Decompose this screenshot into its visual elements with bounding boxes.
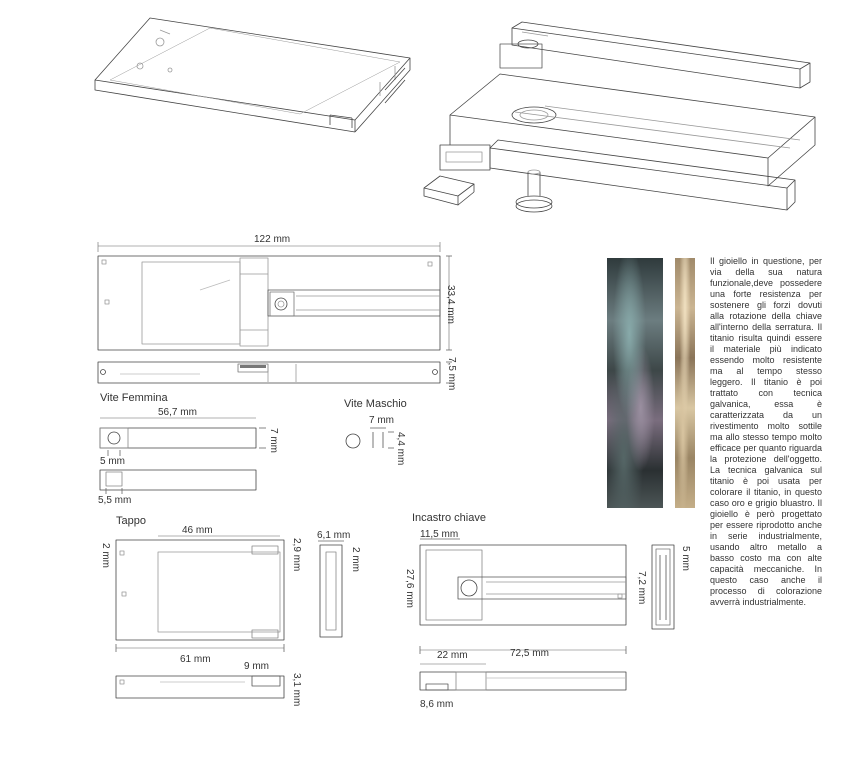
dim-ic-key: 22 mm (437, 650, 468, 661)
tappo-drawing (116, 536, 344, 698)
dim-total-length: 122 mm (254, 234, 291, 245)
dim-ic-height: 27,6 mm (404, 569, 415, 608)
dim-vm-height: 4,4 mm (395, 432, 406, 466)
section-tappo: Tappo (116, 515, 146, 527)
dim-tappo-right: 2,9 mm (291, 538, 302, 572)
iso-view-exploded (424, 22, 815, 212)
dim-vf-side: 5,5 mm (98, 495, 132, 506)
dim-total-height: 33,4 mm (445, 285, 456, 324)
dim-vf-hole: 5 mm (100, 456, 125, 467)
titanium-gold-photo (675, 258, 695, 508)
dim-tappo-slot: 9 mm (244, 661, 269, 672)
material-description: Il gioiello in questione, per via della sua natura funzionale,deve possedere una forte resistenza per sostenere gli forzi dovuti alla rotazione della chiave all'interno della serratura. Il titanio risulta quindi essere il materiale più indicato essendo molto resistente ma al tempo stesso leggero. Il titanio è poi trattato con tecnica galvanica, essa è caratterizzata da un rivestimento molto sottile ma allo stesso tempo molto efficace per quanto riguarda la protezione dell'oggetto. La tecnica galvanica sul titanio è poi usata per colorare il titanio, in questo caso oro e grigio bluastro. Il gioiello è però progettato per essere riprodotto anche in serie industrialmente, usando altro metallo a basso costo ma con alte capacità meccaniche. In questo caso anche il processo di colorazione avverrà industrialmente. (710, 256, 822, 607)
dim-vm-width: 7 mm (369, 415, 394, 426)
dim-tappo-side-width: 6,1 mm (317, 530, 351, 541)
dim-tappo-thick: 3,1 mm (291, 673, 302, 707)
dim-tappo-side-right: 2 mm (350, 547, 361, 572)
section-vite-femmina: Vite Femmina (100, 392, 168, 404)
titanium-grey-photo (607, 258, 663, 508)
dim-ic-length: 72,5 mm (510, 648, 549, 659)
dim-ic-slot: 7,2 mm (636, 571, 647, 605)
dim-ic-bottom: 8,6 mm (420, 699, 454, 710)
dim-tappo-length: 61 mm (180, 654, 211, 665)
dim-vf-length: 56,7 mm (158, 407, 197, 418)
dim-tappo-left: 2 mm (100, 543, 111, 568)
dim-side-thickness: 7,5 mm (446, 357, 457, 391)
iso-view-assembled (95, 18, 410, 132)
dim-tappo-inner: 46 mm (182, 525, 213, 536)
dim-ic-side: 5 mm (680, 546, 691, 571)
dim-vf-height: 7 mm (268, 428, 279, 453)
section-incastro-chiave: Incastro chiave (412, 512, 486, 524)
side-view (98, 362, 452, 383)
section-vite-maschio: Vite Maschio (344, 398, 407, 410)
dim-ic-offset: 11,5 mm (420, 529, 459, 540)
vite-maschio-drawing (346, 428, 394, 448)
incastro-chiave-drawing (420, 539, 674, 690)
top-view (98, 242, 452, 350)
